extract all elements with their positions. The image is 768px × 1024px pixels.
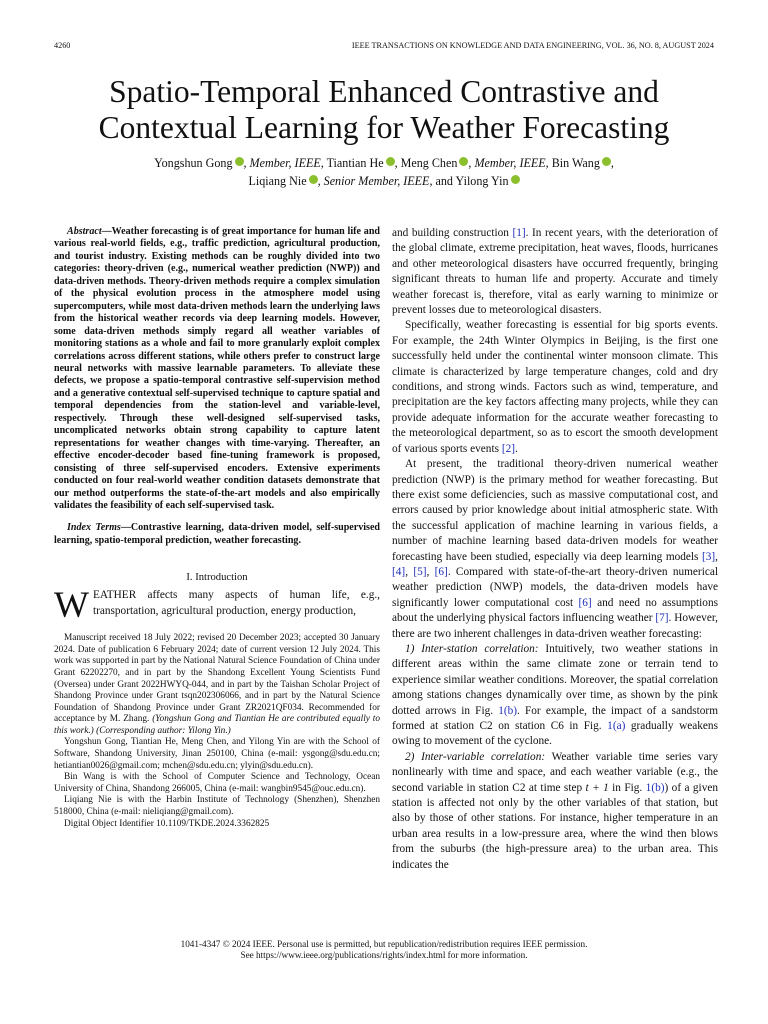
left-column — [54, 226, 380, 830]
citation-link[interactable]: [2] — [501, 442, 516, 455]
body-paragraph: Specifically, weather forecasting is essential for big sports events. For example, the 24th Winter Olympics in Beijing, is the first one successfully held under the continental winter monsoon climate. This climate is characterized by large temperature changes, cold and dry conditions, and strong winds. Factors such as wind, temperature, and precipitation are the key factors affecting many projects, while they can provide adequate information for the accurate weather forecasting to the meteorological department, so as to escort the smooth development of various sports events [2]. — [392, 319, 718, 455]
author-role: , Member, IEEE — [243, 156, 321, 170]
citation-link[interactable]: [4] — [392, 565, 406, 578]
footnote: Manuscript received 18 July 2022; revised 20 December 2023; accepted 30 January 2024. Date of publication 6 February 2024; date of current version 12 July 2024. This work was supported in part by the National Natural Science Foundation of China under Grant 62202270, and in part by the Shandong Excellent Young Scientists Fund (Oversea) under Grant 2022HWYQ-044, and in part by the Taishan Scholar Project of Shandong Province under Grant tsqn202306066, and in part by the Natural Science Foundation of Shandong Province under Grant ZR2021QF034. Recommended for acceptance by M. Zhang. (Yongshun Gong and Tiantian He are contributed equally to this work.) (Corresponding author: Yilong Yin.) — [54, 633, 381, 736]
intro-text: EATHER affects many aspects of human life, e.g., transportation, agricultural production, energy production, — [92, 589, 380, 617]
footnote: Liqiang Nie is with the Harbin Institute of Technology (Shenzhen), Shenzhen 518000, China (e-mail: nieliqiang@gmail.com). — [54, 795, 380, 818]
figure-link[interactable]: 1(b) — [645, 781, 665, 794]
body-paragraph: 2) Inter-variable correlation: Weather variable time series vary nonlinearly with time and space, and each weather variable (e.g., the second variable in station C2 at time step t + 1 in Fig. 1(b)) of a given station is affected not only by the other variables of that station, but also by those of other stations. For instance, higher temperature in an urban area results in a low-pressure area, where the wind then blows from the suburbs (the high-pressure area) to the urban area. This indicates the — [392, 750, 719, 871]
section-heading: I. Introduction — [186, 572, 248, 584]
figure-link[interactable]: 1(b) — [498, 704, 518, 717]
author-role: , Senior Member, IEEE — [317, 174, 430, 188]
body-paragraph: At present, the traditional theory-driven numerical weather prediction (NWP) is the primary method for weather forecasting. But there exist some deficiencies, such as massive computational cost, and errors caused by prior knowledge about initial atmospheric state. With the successful application of machine learning in various fields, a number of machine learning based data-driven models for weather forecasting have been studied, especially via deep learning models [3], [4], [5], [6]. Compared with state-of-the-art theory-driven numerical weather prediction (NWP) models, the data-driven models have significantly lower computational cost [6] and need no assumptions about the underlying physical factors influencing weather [7]. However, there are two inherent challenges in data-driven weather forecasting: — [392, 458, 718, 640]
body-paragraph: 1) Inter-station correlation: Intuitively, two weather stations in different areas within the same climate zone or terrain tend to experience similar weather conditions. Moreover, the spatial correlation among stations changes dynamically over time, as shown by the pink dotted arrows in Fig. 1(b). For example, the impact of a sandstorm formed at station C2 on station C6 in Fig. 1(a) gradually weakens owing to movement of the cyclone. — [392, 642, 718, 748]
intro-paragraph — [54, 585, 380, 627]
orcid-icon[interactable] — [309, 175, 318, 184]
abstract — [54, 226, 380, 512]
citation-link[interactable]: [6] — [434, 565, 448, 578]
citation-link[interactable]: [5] — [413, 565, 427, 578]
orcid-icon[interactable] — [386, 157, 395, 166]
body-paragraph: and building construction [1]. In recent years, with the deterioration of the global climate, extreme precipitation, heat waves, floods, hurricanes and other meteorological disasters have occurred frequently, bringing significant threats to human life and property. Accurate and timely weather forecast is, therefore, vital as early warning to minimize or prevent losses due to meteorological disasters. — [392, 227, 718, 317]
index-terms — [54, 522, 380, 547]
orcid-icon[interactable] — [235, 157, 244, 166]
title-line-1: Spatio-Temporal Enhanced Contrastive and — [109, 74, 659, 109]
subheading: 2) Inter-variable correlation: — [405, 750, 546, 763]
footer-line-1: 1041-4347 © 2024 IEEE. Personal use is permitted, but republication/redistribution requires IEEE permission. — [180, 939, 588, 949]
footer-line-2: See https://www.ieee.org/publications/rights/index.html for more information. — [240, 950, 528, 961]
abstract-lead: Abstract — [67, 226, 102, 237]
author-role: , Member, IEEE — [468, 156, 546, 170]
footnote-doi: Digital Object Identifier 10.1109/TKDE.2024.3362825 — [64, 818, 270, 829]
index-terms-text: —Contrastive learning, data-driven model, self-supervised learning, spatio-temporal prediction, weather forecasting. — [54, 522, 380, 546]
footnotes — [54, 633, 380, 830]
copyright-footer — [54, 939, 714, 962]
paper-title — [54, 74, 714, 146]
author-name: Liqiang Nie — [248, 174, 307, 188]
author-name: Yongshun Gong — [154, 156, 233, 170]
citation-link[interactable]: [6] — [578, 596, 592, 609]
abstract-text: —Weather forecasting is of great importance for human life and various real-world fields, e.g., traffic prediction, agricultural production, and tourist industry. Existing methods can be roughly divided into two categories: theory-driven (e.g., numerical weather prediction (NWP)) and data-driven methods. Theory-driven methods require a complex simulation of the physical evolution process in the atmosphere model using supercomputers, while most data-driven methods learn the underlying laws from the historical weather records via deep learning models. However, some data-driven methods simply regard all weather variables of monitoring stations as a whole and fail to more granularly exploit complex correlations across different stations, while others prefer to construct large neural networks with massive learnable parameters. To alleviate these defects, we propose a spatio-temporal contrastive self-supervision method and a generative contextual self-supervised technique to capture spatial and temporal dependencies from the station-level and variable-level, respectively. Through these well-designed self-supervised tasks, uncomplicated networks obtain strong capability to capture latent representations for weather changes with time-varying. Thereafter, an effective encoder-decoder based fine-tuning framework is proposed, consisting of three self-supervised encoders. Extensive experiments conducted on four real-world weather condition datasets demonstrate that our method outperforms the state-of-the-art models and also empirically validates the feasibility of each self-supervised task. — [54, 226, 380, 511]
subheading: 1) Inter-station correlation: — [405, 642, 539, 655]
citation-link[interactable]: [1] — [512, 227, 526, 239]
footnote: Bin Wang is with the School of Computer Science and Technology, Ocean University of China, Shandong 266005, China (e-mail: wangbin9545@ouc.edu.cn). — [54, 772, 380, 794]
author-name: , and Yilong Yin — [429, 174, 509, 188]
title-line-2: Contextual Learning for Weather Forecasting — [98, 110, 670, 145]
figure-link[interactable]: 1(a) — [607, 720, 626, 732]
page-number: 4260 — [54, 41, 71, 50]
footnote: Yongshun Gong, Tiantian He, Meng Chen, and Yilong Yin are with the School of Software, Shandong University, Jinan 250100, China (e-mail: ysgong@sdu.edu.cn; hetiantian0026@gmail.com; mchen@sdu.edu.cn; ylyin@sdu.edu.cn). — [54, 737, 380, 771]
author-name: , Tiantian He — [320, 156, 384, 170]
orcid-icon[interactable] — [511, 175, 520, 184]
authors-line-1 — [54, 154, 714, 172]
index-terms-lead: Index Terms — [67, 522, 121, 534]
citation-link[interactable]: [3] — [701, 550, 716, 563]
author-list — [54, 154, 714, 190]
math-expression: t + 1 — [585, 781, 609, 794]
authors-line-2 — [54, 172, 714, 190]
author-role: , — [610, 156, 614, 170]
journal-header: IEEE TRANSACTIONS ON KNOWLEDGE AND DATA ENGINEERING, VOL. 36, NO. 8, AUGUST 2024 — [351, 41, 714, 50]
drop-cap: W — [54, 585, 89, 627]
orcid-icon[interactable] — [602, 157, 611, 166]
author-name: , Bin Wang — [545, 156, 600, 170]
right-column — [392, 226, 718, 873]
author-name: , Meng Chen — [394, 156, 458, 170]
citation-link[interactable]: [7] — [655, 612, 669, 625]
